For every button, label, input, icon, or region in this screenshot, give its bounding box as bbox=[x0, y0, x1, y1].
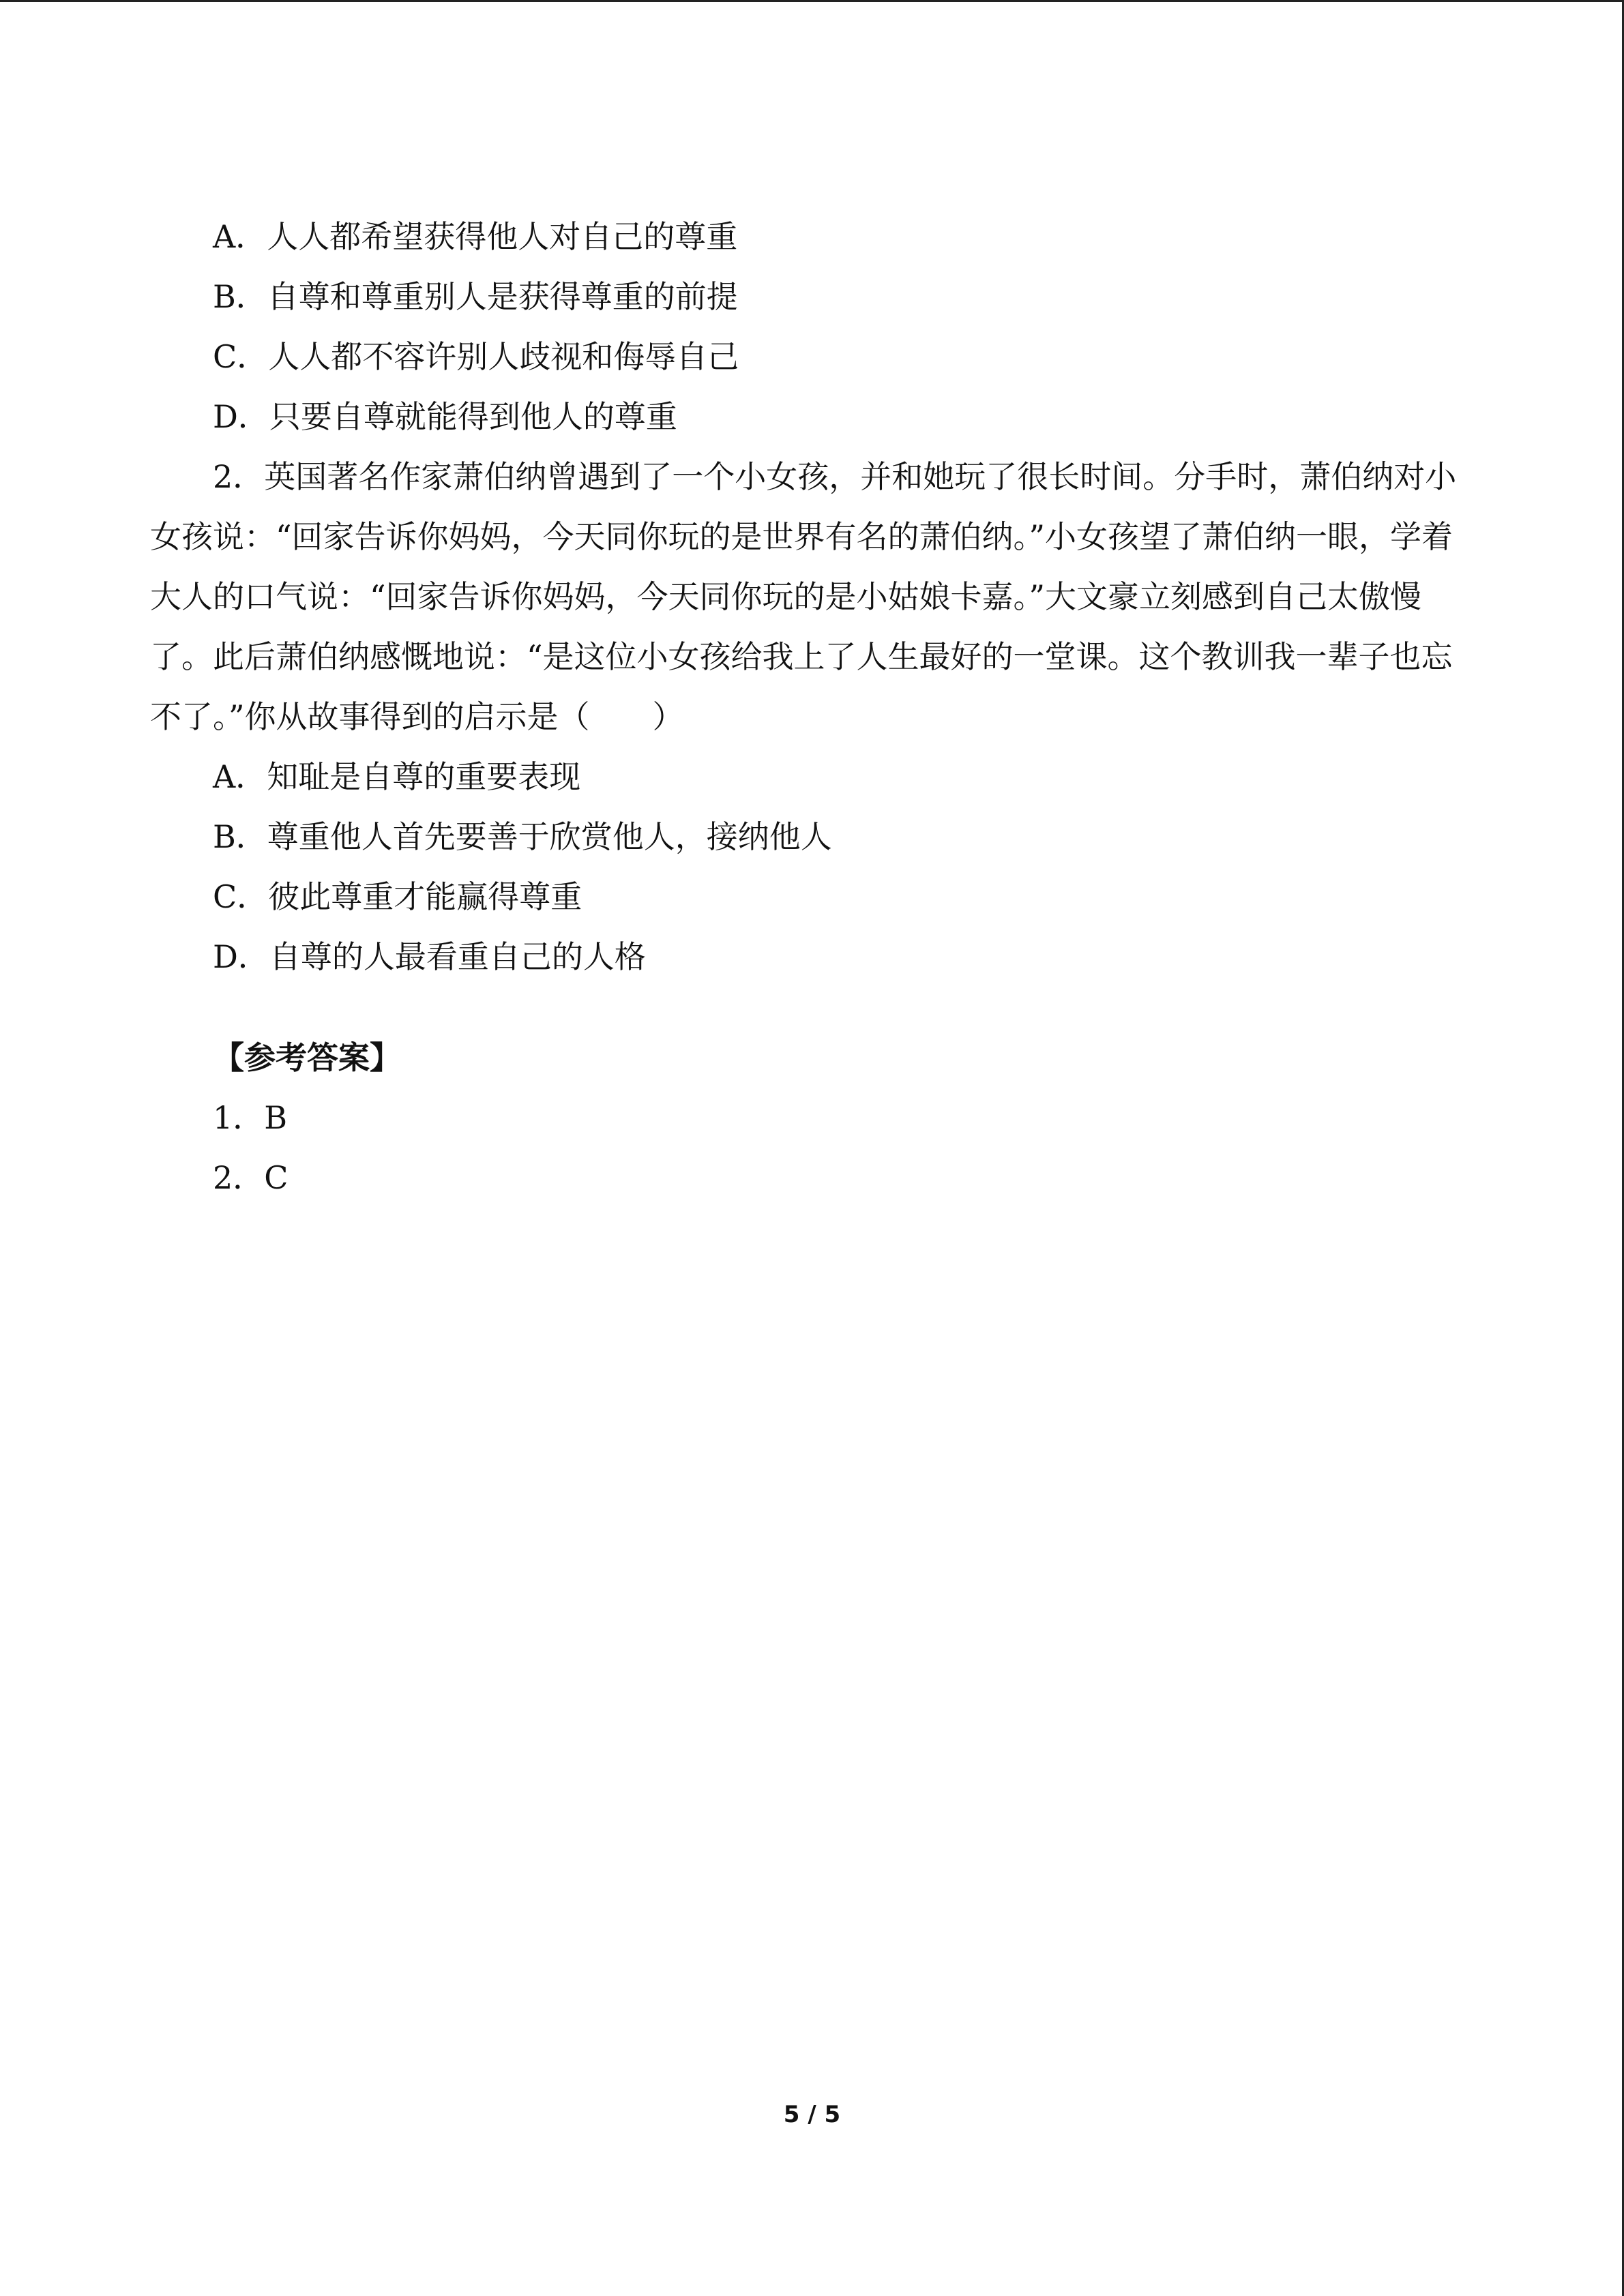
q2-stem: 2．英国著名作家萧伯纳曾遇到了一个小女孩，并和她玩了很长时间。分手时，萧伯纳对小女孩说：“回家告诉你妈妈，今天同你玩的是世界有名的萧伯纳。”小女孩望了萧伯纳一眼，学着大人的口气说：“回家告诉你妈妈，今天同你玩的是小姑娘卡嘉。”大文豪立刻感到自己太傲慢了。此后萧伯纳感慨地说：“是这位小女孩给我上了人生最好的一堂课。这个教训我一辈子也忘不了。”你从故事得到的启示是（ ） bbox=[150, 458, 1457, 735]
answer-item-1: 1．B bbox=[213, 1099, 288, 1136]
q1-option-a: A．人人都希望获得他人对自己的尊重 bbox=[213, 218, 738, 255]
q2-option-b: B．尊重他人首先要善于欣赏他人，接纳他人 bbox=[213, 818, 832, 855]
q2-option-d: D．自尊的人最看重自己的人格 bbox=[213, 938, 646, 975]
section-gap bbox=[150, 987, 1473, 1028]
page-content bbox=[150, 207, 1473, 1208]
answer-title: 【参考答案】 bbox=[213, 1039, 401, 1076]
q1-option-b: B．自尊和尊重别人是获得尊重的前提 bbox=[213, 278, 738, 315]
q2-option-c: C．彼此尊重才能赢得尊重 bbox=[213, 878, 582, 915]
q1-option-c: C．人人都不容许别人歧视和侮辱自己 bbox=[213, 338, 739, 375]
q1-option-d: D．只要自尊就能得到他人的尊重 bbox=[213, 398, 677, 435]
q2-option-a: A．知耻是自尊的重要表现 bbox=[213, 758, 581, 795]
page-number: 5 / 5 bbox=[783, 2101, 841, 2128]
answer-item-2: 2．C bbox=[213, 1159, 289, 1196]
